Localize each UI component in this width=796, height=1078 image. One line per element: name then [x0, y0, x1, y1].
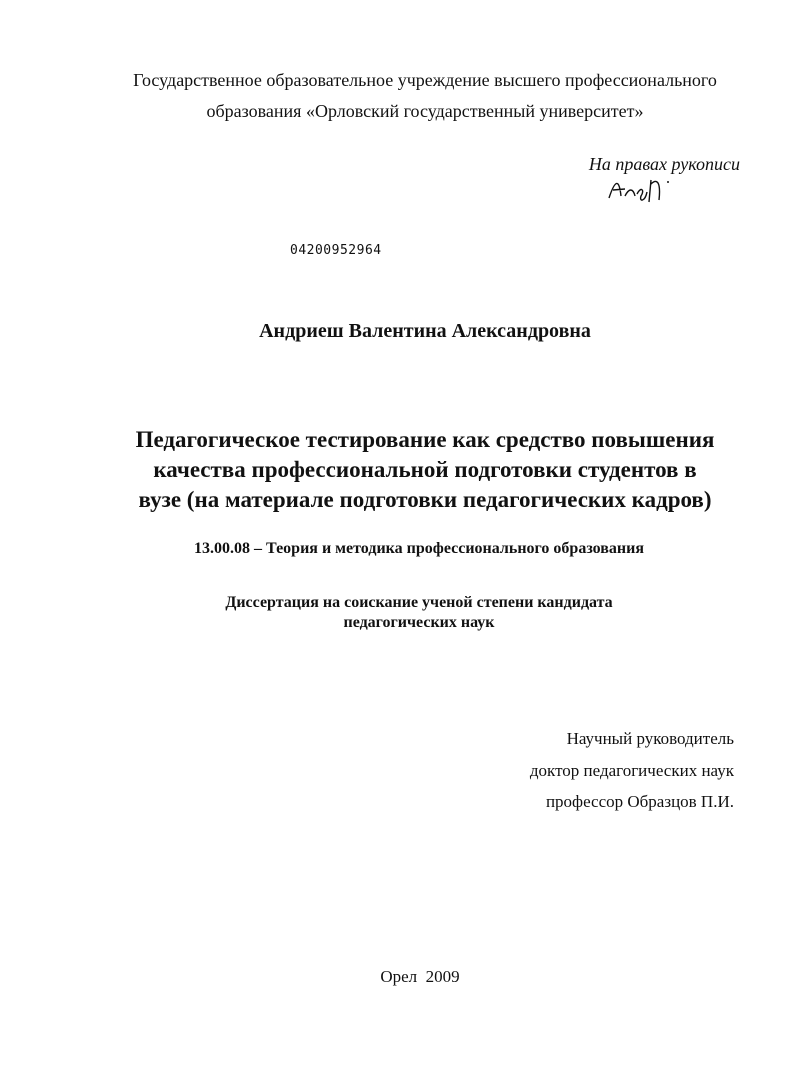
- title-line-1: Педагогическое тестирование как средство повышения: [135, 427, 715, 452]
- catalog-number: 04200952964: [290, 243, 382, 258]
- institution-line-2: образования «Орловский государственный университет»: [206, 101, 644, 121]
- signature: [605, 172, 680, 213]
- supervisor-degree: доктор педагогических наук: [529, 761, 734, 780]
- manuscript-note: На правах рукописи: [588, 154, 740, 174]
- degree-line-1: Диссертация на соискание ученой степени кандидата: [225, 594, 613, 611]
- supervisor-name: профессор Образцов П.И.: [545, 792, 734, 811]
- author-name: Андриеш Валентина Александровна: [259, 320, 591, 342]
- institution-line-1: Государственное образовательное учреждение высшего профессионального: [133, 70, 717, 90]
- title-line-2: качества профессиональной подготовки студентов в: [153, 457, 697, 482]
- supervisor-role: Научный руководитель: [566, 729, 734, 748]
- degree-line-2: педагогических наук: [343, 614, 495, 631]
- title-line-3: вузе (на материале подготовки педагогических кадров): [138, 487, 712, 512]
- place-year: Орел 2009: [380, 967, 460, 986]
- specialty: 13.00.08 – Теория и методика профессионального образования: [194, 540, 644, 557]
